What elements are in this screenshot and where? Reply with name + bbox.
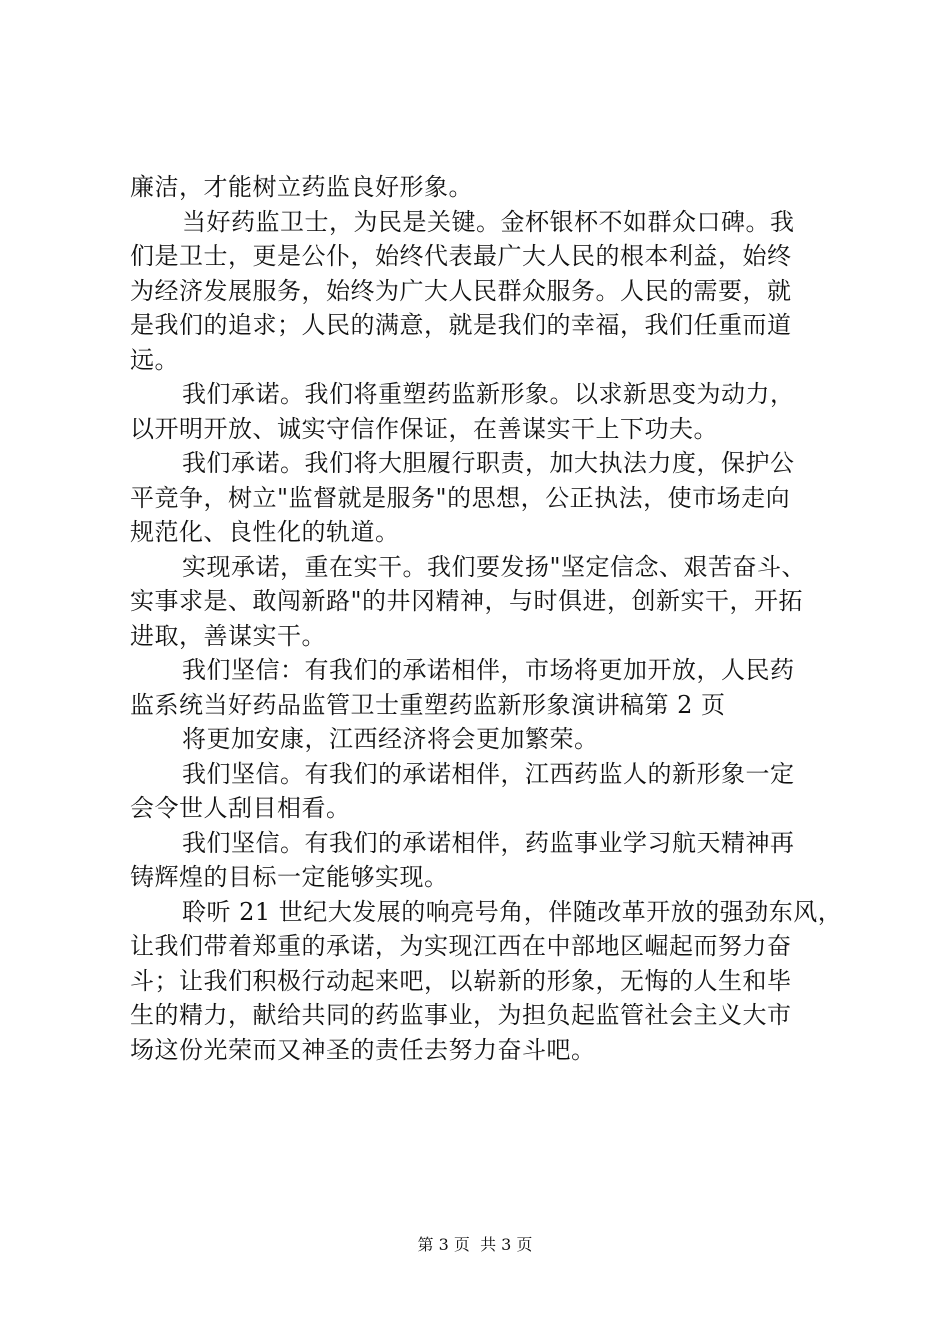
text-line: 让我们带着郑重的承诺，为实现江西在中部地区崛起而努力奋 [130,932,792,960]
text-line: 聆听 21 世纪大发展的响亮号角，伴随改革开放的强劲东风， [182,897,843,926]
text-line: 我们坚信：有我们的承诺相伴，市场将更加开放，人民药 [182,656,795,684]
text-line: 平竞争，树立"监督就是服务"的思想，公正执法，使市场走向 [130,483,791,512]
text-line: 们是卫士，更是公仆，始终代表最广大人民的根本利益，始终 [130,242,792,270]
text-line: 会令世人刮目相看。 [130,794,351,822]
text-line: 廉洁，才能树立药监良好形象。 [130,173,473,201]
document-body [130,170,843,1067]
text-line: 以开明开放、诚实守信作保证，在善谋实干上下功夫。 [130,414,718,443]
text-line: 为经济发展服务，始终为广大人民群众服务。人民的需要，就 [130,276,792,305]
text-line: 规范化、良性化的轨道。 [130,518,400,546]
page-number-footer: 第 3 页 共 3 页 [417,1235,533,1254]
text-line: 我们承诺。我们将重塑药监新形象。以求新思变为动力， [182,380,795,408]
text-line: 场这份光荣而又神圣的责任去努力奋斗吧。 [130,1035,596,1064]
text-line: 铸辉煌的目标一定能够实现。 [130,863,449,891]
text-line: 监系统当好药品监管卫士重塑药监新形象演讲稿第 2 页 [130,690,726,719]
text-line: 我们坚信。有我们的承诺相伴，江西药监人的新形象一定 [182,759,795,788]
text-line: 将更加安康，江西经济将会更加繁荣。 [182,725,599,753]
text-line: 斗；让我们积极行动起来吧，以崭新的形象，无悔的人生和毕 [130,966,792,995]
text-line: 实事求是、敢闯新路"的井冈精神，与时俱进，创新实干，开拓 [130,587,804,615]
text-line: 进取，善谋实干。 [130,621,326,650]
text-line: 远。 [130,345,179,374]
text-line: 是我们的追求；人民的满意，就是我们的幸福，我们任重而道 [130,311,792,339]
text-line: 生的精力，献给共同的药监事业，为担负起监管社会主义大市 [130,1001,792,1029]
text-line: 实现承诺，重在实干。我们要发扬"坚定信念、艰苦奋斗、 [182,552,807,581]
text-line: 当好药监卫士，为民是关键。金杯银杯不如群众口碑。我 [182,207,795,236]
text-line: 我们承诺。我们将大胆履行职责，加大执法力度，保护公 [182,449,795,477]
text-line: 我们坚信。有我们的承诺相伴，药监事业学习航天精神再 [182,828,795,857]
